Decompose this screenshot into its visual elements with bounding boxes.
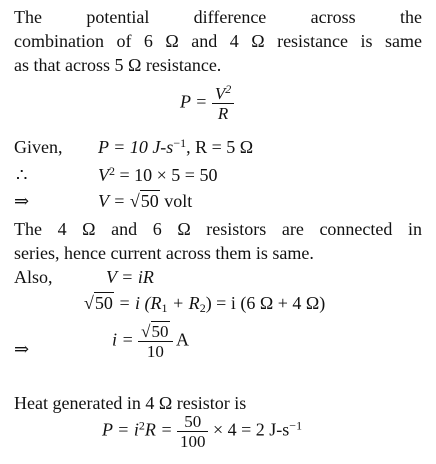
sqrt-symbol: √ — [129, 191, 140, 211]
power-num-exp: 2 — [225, 82, 232, 96]
heat-mid: R = — [144, 419, 173, 440]
current-eq-rest: ) = i (6 Ω + 4 Ω) — [205, 293, 326, 313]
given-r: , R = 5 Ω — [186, 137, 254, 157]
r2-sub: 2 — [199, 301, 206, 315]
power-den: R — [217, 104, 229, 123]
heat-num: 50 — [177, 412, 209, 432]
v-lhs: V = — [98, 191, 130, 211]
sqrt-value-3: 50 — [151, 322, 169, 341]
current-equation — [84, 292, 325, 314]
current-eq-mid: = i (R — [113, 293, 162, 313]
power-formula — [180, 84, 234, 123]
implies-symbol-1: ⇒ — [14, 191, 30, 211]
heat-den: 100 — [179, 432, 206, 451]
v-result-line — [98, 190, 192, 212]
ohm-law: V = iR — [106, 267, 154, 287]
text-line-5: series, hence current across them is same. — [14, 243, 314, 263]
heat-lhs: P = i — [102, 419, 139, 440]
v2-rest: = 10 × 5 = 50 — [115, 165, 218, 185]
heat-rest: × 4 = 2 J-s — [212, 419, 290, 440]
current-result — [112, 322, 189, 361]
sqrt-symbol-3: √ — [141, 322, 151, 341]
v2-base: V — [98, 165, 109, 185]
heat-formula — [102, 412, 302, 451]
sqrt-value: 50 — [140, 191, 159, 211]
v-unit: volt — [159, 191, 193, 211]
power-num: V — [214, 84, 226, 103]
implies-symbol-2: ⇒ — [14, 339, 30, 359]
current-unit: A — [176, 329, 190, 350]
sqrt-value-2: 50 — [94, 293, 113, 313]
text-line-3: as that across 5 Ω resistance. — [14, 55, 222, 75]
also-label: Also, — [14, 267, 53, 287]
i-lhs: i = — [112, 329, 134, 350]
heat-exp: 2 — [138, 418, 145, 433]
text-line-2: combination of 6 Ω and 4 Ω resistance is same — [14, 31, 422, 51]
given-exp: −1 — [173, 136, 187, 150]
given-label: Given, — [14, 137, 63, 157]
therefore-symbol: ∴ — [16, 165, 28, 185]
sqrt-symbol-2: √ — [84, 293, 94, 313]
given-p: P = 10 J-s — [98, 137, 174, 157]
heat-rest-exp: −1 — [289, 418, 303, 433]
current-eq-plus: + R — [167, 293, 200, 313]
text-line-4: The 4 Ω and 6 Ω resistors are connected in — [14, 219, 422, 239]
v-squared-line — [98, 164, 217, 186]
given-values — [98, 136, 253, 158]
heat-fraction — [177, 412, 209, 451]
power-lhs: P = — [180, 91, 208, 112]
v2-exp: 2 — [109, 164, 115, 178]
current-fraction — [138, 322, 172, 361]
current-den: 10 — [146, 342, 164, 361]
r1-sub: 1 — [161, 301, 168, 315]
heat-line: Heat generated in 4 Ω resistor is — [14, 393, 247, 413]
text-line-1: The potential difference across the — [14, 7, 422, 27]
power-fraction — [212, 84, 234, 123]
